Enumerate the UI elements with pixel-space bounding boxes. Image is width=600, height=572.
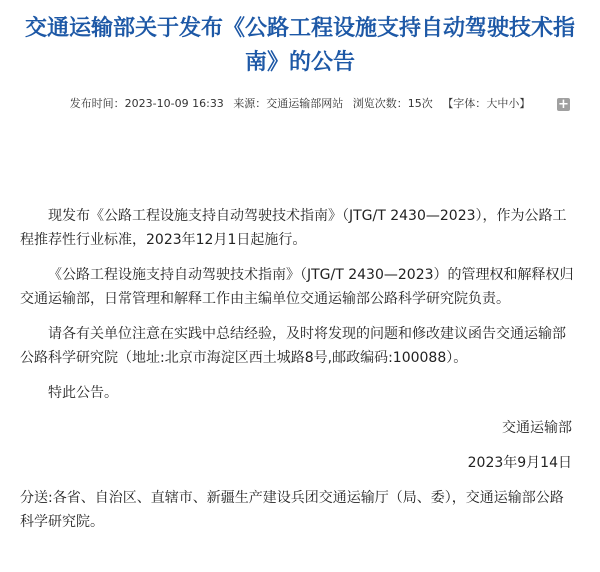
paragraph-3: 请各有关单位注意在实践中总结经验，及时将发现的问题和修改建议函告交通运输部公路科学研究院（地址:北京市海淀区西土城路8号,邮政编码:100088）。: [20, 326, 566, 366]
page-title: [0, 12, 600, 80]
font-size-large[interactable]: 大: [486, 97, 498, 110]
title-line-2: 南》的公告: [244, 50, 355, 75]
font-size-control: [442, 97, 530, 110]
article-body: [20, 204, 576, 545]
distribution-list: 分送:各省、自治区、直辖市、新疆生产建设兵团交通运输厅（局、委），交通运输部公路科学研究院。: [20, 490, 564, 530]
paragraph-4: 特此公告。: [48, 385, 118, 401]
signature: 交通运输部: [502, 420, 572, 436]
font-size-small[interactable]: 小: [508, 97, 520, 110]
title-line-1: 交通运输部关于发布《公路工程设施支持自动驾驶技术指: [24, 16, 575, 41]
font-size-label: 【字体：: [442, 97, 487, 110]
issue-date: 2023年9月14日: [467, 455, 572, 471]
font-size-medium[interactable]: 中: [497, 97, 509, 110]
expand-plus-icon[interactable]: +: [558, 97, 569, 112]
source: 来源：交通运输部网站: [233, 97, 344, 110]
paragraph-2: 《公路工程设施支持自动驾驶技术指南》（JTG/T 2430—2023）的管理权和解释权归交通运输部，日常管理和解释工作由主编单位交通运输部公路科学研究院负责。: [20, 267, 574, 307]
paragraph-1: 现发布《公路工程设施支持自动驾驶技术指南》（JTG/T 2430—2023），作为公路工程推荐性行业标准，2023年12月1日起施行。: [20, 208, 567, 248]
article-meta: [0, 95, 600, 113]
font-size-label-end: 】: [519, 97, 531, 110]
view-count: 浏览次数：15次: [352, 97, 433, 110]
publish-time: 发布时间：2023-10-09 16:33: [69, 97, 224, 110]
